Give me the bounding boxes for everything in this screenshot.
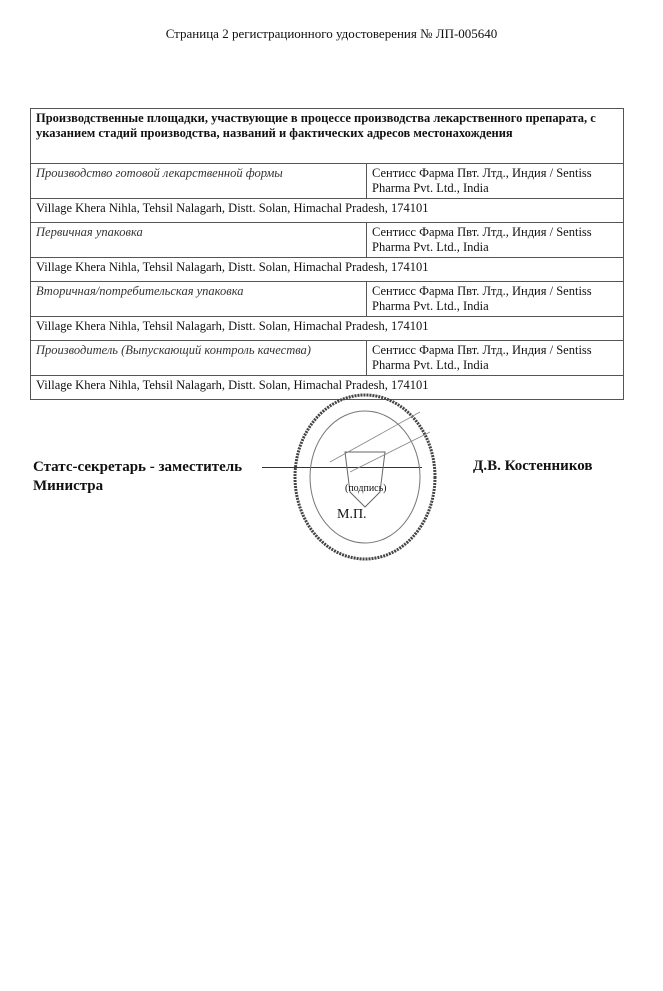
company-cell: Сентисс Фарма Пвт. Лтд., Индия / Sentiss Pharma Pvt. Ltd., India <box>367 282 624 317</box>
table-row-address <box>31 317 624 341</box>
signatory-name: Д.В. Костенников <box>473 458 593 474</box>
stage-cell: Производитель (Выпускающий контроль качества) <box>31 341 367 376</box>
signatory-position <box>33 458 242 496</box>
signature-label: (подпись) <box>345 483 387 494</box>
table-row-address <box>31 199 624 223</box>
table-row-stage <box>31 282 624 317</box>
seal-label: М.П. <box>337 507 367 522</box>
stage-cell: Производство готовой лекарственной формы <box>31 164 367 199</box>
company-cell: Сентисс Фарма Пвт. Лтд., Индия / Sentiss Pharma Pvt. Ltd., India <box>367 164 624 199</box>
position-line-1: Статс-секретарь - заместитель <box>33 459 243 475</box>
production-sites-table <box>30 108 624 400</box>
address-cell: Village Khera Nihla, Tehsil Nalagarh, Distt. Solan, Himachal Pradesh, 174101 <box>31 376 624 400</box>
position-line-2: Министра <box>33 478 104 494</box>
stage-cell: Первичная упаковка <box>31 223 367 258</box>
address-cell: Village Khera Nihla, Tehsil Nalagarh, Distt. Solan, Himachal Pradesh, 174101 <box>31 199 624 223</box>
table-row-stage <box>31 223 624 258</box>
address-cell: Village Khera Nihla, Tehsil Nalagarh, Distt. Solan, Himachal Pradesh, 174101 <box>31 317 624 341</box>
page-header: Страница 2 регистрационного удостоверения № ЛП-005640 <box>165 26 498 41</box>
address-cell: Village Khera Nihla, Tehsil Nalagarh, Distt. Solan, Himachal Pradesh, 174101 <box>31 258 624 282</box>
company-cell: Сентисс Фарма Пвт. Лтд., Индия / Sentiss Pharma Pvt. Ltd., India <box>367 341 624 376</box>
table-row-stage <box>31 341 624 376</box>
official-stamp <box>290 392 440 562</box>
table-title: Производственные площадки, участвующие в процессе производства лекарственного препарата, с указанием стадий производства, названий и фактических адресов местонахождения <box>31 109 624 164</box>
table-row-stage <box>31 164 624 199</box>
stage-cell: Вторичная/потребительская упаковка <box>31 282 367 317</box>
table-row-address <box>31 258 624 282</box>
company-cell: Сентисс Фарма Пвт. Лтд., Индия / Sentiss Pharma Pvt. Ltd., India <box>367 223 624 258</box>
